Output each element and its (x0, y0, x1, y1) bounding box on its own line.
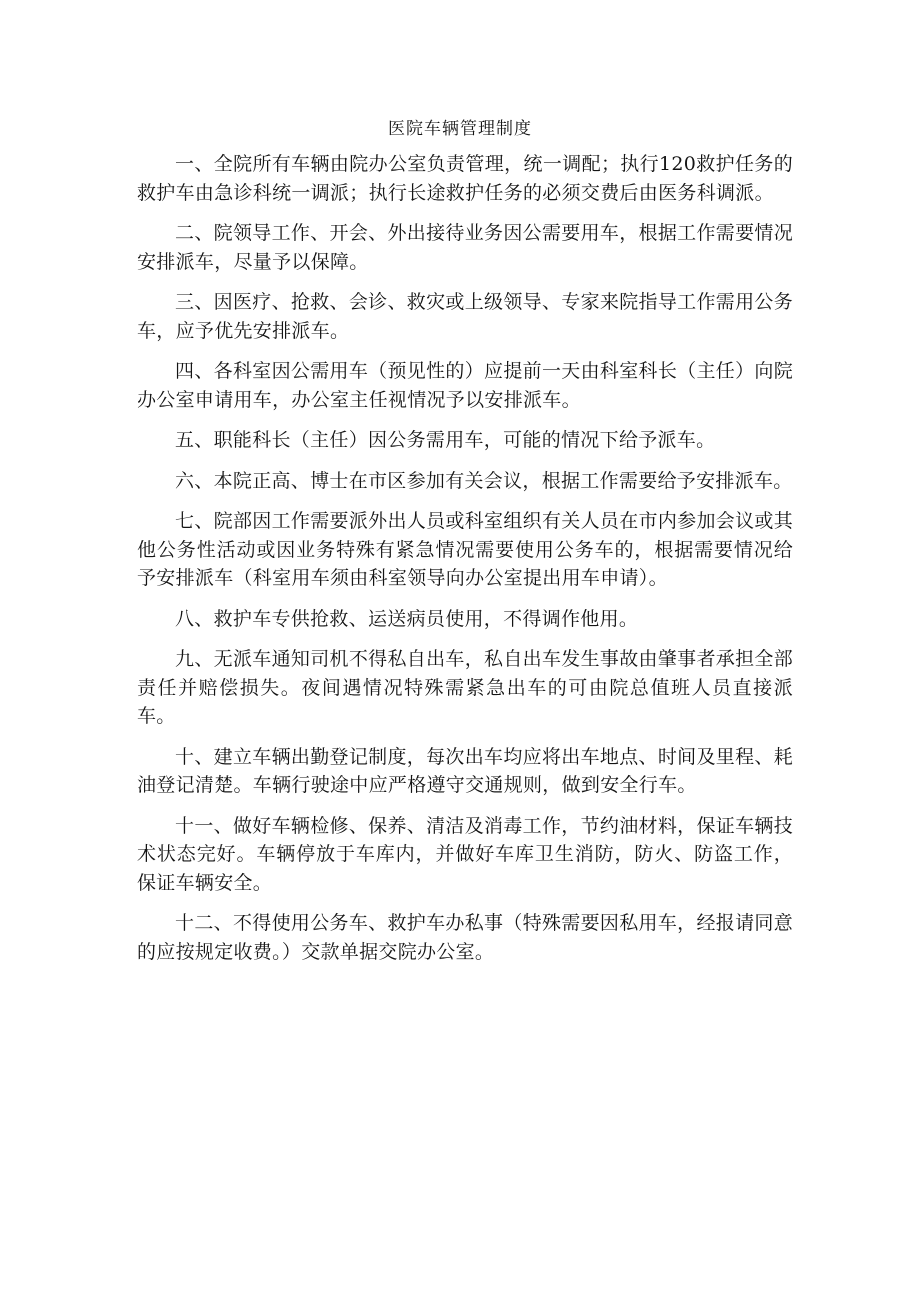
document-body (137, 150, 793, 978)
paragraph-1: 一、全院所有车辆由院办公室负责管理，统一调配；执行120救护任务的救护车由急诊科统一调派；执行长途救护任务的必须交费后由医务科调派。 (137, 153, 793, 204)
paragraph-4: 四、各科室因公需用车（预见性的）应提前一天由科室科长（主任）向院办公室申请用车，办公室主任视情况予以安排派车。 (137, 360, 793, 411)
paragraph-7: 七、院部因工作需要派外出人员或科室组织有关人员在市内参加会议或其他公务性活动或因业务特殊有紧急情况需要使用公务车的，根据需要情况给予安排派车（科室用车须由科室领导向办公室提出用车申请）。 (137, 510, 793, 589)
paragraph-2: 二、院领导工作、开会、外出接待业务因公需要用车，根据工作需要情况安排派车，尽量予以保障。 (137, 222, 793, 273)
paragraph-5: 五、职能科长（主任）因公务需用车，可能的情况下给予派车。 (175, 429, 716, 451)
paragraph-8: 八、救护车专供抢救、运送病员使用，不得调作他用。 (175, 607, 639, 630)
document-title: 医院车辆管理制度 (388, 119, 532, 139)
paragraph-10: 十、建立车辆出勤登记制度，每次出车均应将出车地点、时间及里程、耗油登记清楚。车辆行驶途中应严格遵守交通规则，做到安全行车。 (137, 745, 793, 796)
paragraph-3: 三、因医疗、抢救、会诊、救灾或上级领导、专家来院指导工作需用公务车，应予优先安排派车。 (137, 291, 793, 342)
paragraph-12: 十二、不得使用公务车、救护车办私事（特殊需要因私用车，经报请同意的应按规定收费。）交款单据交院办公室。 (137, 912, 793, 963)
paragraph-9: 九、无派车通知司机不得私自出车，私自出车发生事故由肇事者承担全部责任并赔偿损失。夜间遇情况特殊需紧急出车的可由院总值班人员直接派车。 (137, 648, 793, 727)
paragraph-6: 六、本院正高、博士在市区参加有关会议，根据工作需要给予安排派车。 (175, 469, 793, 492)
paragraph-11: 十一、做好车辆检修、保养、清洁及消毒工作，节约油材料，保证车辆技术状态完好。车辆停放于车库内，并做好车库卫生消防，防火、防盗工作，保证车辆安全。 (137, 814, 793, 894)
